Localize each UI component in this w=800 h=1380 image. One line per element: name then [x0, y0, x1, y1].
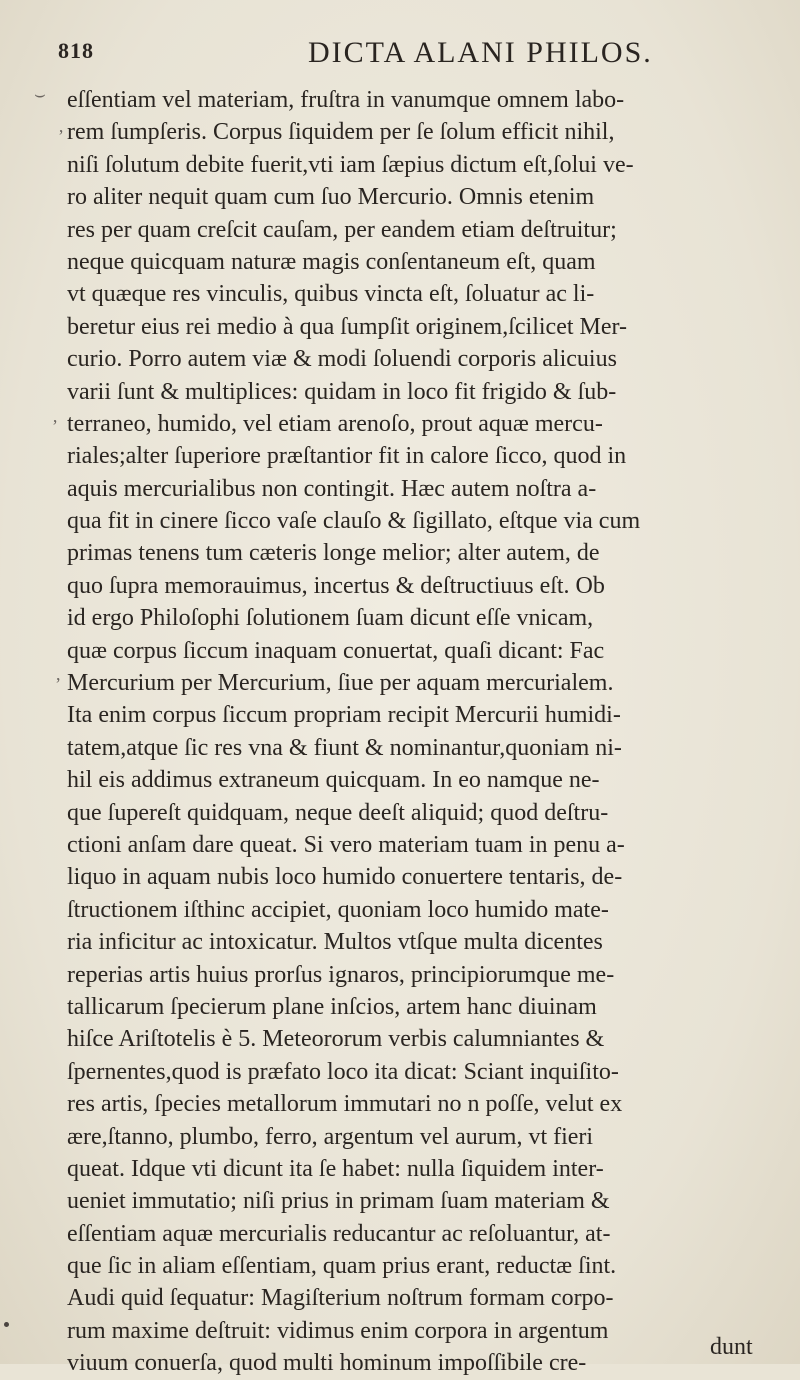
text-line: liquo in aquam nubis loco humido conuertere tentaris, de- [67, 864, 623, 891]
text-line: quo ſupra memorauimus, incertus & deſtructiuus eſt. Ob [67, 572, 605, 599]
text-line: riales;alter ſuperiore præſtantior fit in calore ſicco, quod in [67, 443, 627, 470]
text-line: rum maxime deſtruit: vidimus enim corpora in argentum [67, 1317, 609, 1344]
text-line: curio. Porro autem viæ & modi ſoluendi corporis alicuius [67, 346, 617, 373]
text-line: res per quam creſcit cauſam, per eandem etiam deſtruitur; [67, 216, 617, 243]
text-line: primas tenens tum cæteris longe melior; alter autem, de [67, 540, 600, 567]
ink-speck [4, 1322, 9, 1327]
text-line: Mercurium per Mercurium, ſiue per aquam mercurialem. [67, 670, 614, 697]
catchword: dunt [710, 1334, 753, 1360]
margin-tick-mark: ‚ [52, 406, 58, 426]
page-header [58, 36, 760, 76]
margin-tick-mark: ⌣ [34, 84, 46, 104]
text-line: viuum conuerſa, quod multi hominum impoſſibile cre- [67, 1350, 587, 1377]
body-text [67, 84, 779, 1380]
text-line: reperias artis huius prorſus ignaros, principiorumque me- [67, 961, 615, 988]
text-line: res artis, ſpecies metallorum immutari no n poſſe, velut ex [67, 1091, 623, 1118]
text-line: tatem,atque ſic res vna & fiunt & nominantur,quoniam ni- [67, 734, 622, 761]
text-line: neque quicquam naturæ magis conſentaneum eſt, quam [67, 248, 596, 275]
margin-tick-mark: , [56, 664, 61, 684]
text-line: que ſic in aliam eſſentiam, quam prius erant, reductæ ſint. [67, 1253, 617, 1280]
text-line: vt quæque res vinculis, quibus vincta eſt, ſoluatur ac li- [67, 281, 595, 308]
margin-tick-mark: ‚ [58, 116, 64, 136]
text-line: ſpernentes,quod is præfato loco ita dicat: Sciant inquiſito- [67, 1058, 619, 1085]
text-line: ro aliter nequit quam cum ſuo Mercurio. Omnis etenim [67, 184, 595, 211]
text-line: hil eis addimus extraneum quicquam. In eo namque ne- [67, 767, 600, 794]
text-line: quæ corpus ſiccum inaquam conuertat, quaſi dicant: Fac [67, 637, 605, 664]
text-line: tallicarum ſpecierum plane inſcios, artem hanc diuinam [67, 993, 597, 1020]
text-line: beretur eius rei medio à qua ſumpſit originem,ſcilicet Mer- [67, 313, 628, 340]
text-line: ueniet immutatio; niſi prius in primam ſuam materiam & [67, 1188, 610, 1215]
text-line: ſtructionem iſthinc accipiet, quoniam loco humido mate- [67, 896, 609, 923]
text-line: id ergo Philoſophi ſolutionem ſuam dicunt eſſe vnicam, [67, 605, 594, 632]
text-line: aquis mercurialibus non contingit. Hæc autem noſtra a- [67, 475, 597, 502]
text-line: Audi quid ſequatur: Magiſterium noſtrum formam corpo- [67, 1285, 614, 1312]
text-line: que ſupereſt quidquam, neque deeſt aliquid; quod deſtru- [67, 799, 609, 826]
text-line: queat. Idque vti dicunt ita ſe habet: nulla ſiquidem inter- [67, 1155, 604, 1182]
text-line: terraneo, humido, vel etiam arenoſo, prout aquæ mercu- [67, 410, 603, 437]
running-head: DICTA ALANI PHILOS. [308, 36, 653, 69]
text-line: hiſce Ariſtotelis è 5. Meteororum verbis calumniantes & [67, 1026, 605, 1053]
text-line: eſſentiam aquæ mercurialis reducantur ac reſoluantur, at- [67, 1220, 611, 1247]
text-line: qua fit in cinere ſicco vaſe clauſo & ſigillato, eſtque via cum [67, 508, 641, 535]
text-line: varii ſunt & multiplices: quidam in loco fit frigido & ſub- [67, 378, 617, 405]
text-line: rem ſumpſeris. Corpus ſiquidem per ſe ſolum efficit nihil, [67, 119, 615, 146]
text-line: niſi ſolutum debite fuerit,vti iam ſæpius dictum eſt,ſolui ve- [67, 151, 634, 178]
page-number: 818 [58, 38, 94, 63]
text-line: Ita enim corpus ſiccum propriam recipit Mercurii humidi- [67, 702, 621, 729]
text-line: ære,ſtanno, plumbo, ferro, argentum vel aurum, vt fieri [67, 1123, 594, 1150]
text-line: ctioni anſam dare queat. Si vero materiam tuam in penu a- [67, 831, 625, 858]
text-line: ria inficitur ac intoxicatur. Multos vtſque multa dicentes [67, 929, 603, 956]
text-line: eſſentiam vel materiam, fruſtra in vanumque omnem labo- [67, 87, 625, 113]
